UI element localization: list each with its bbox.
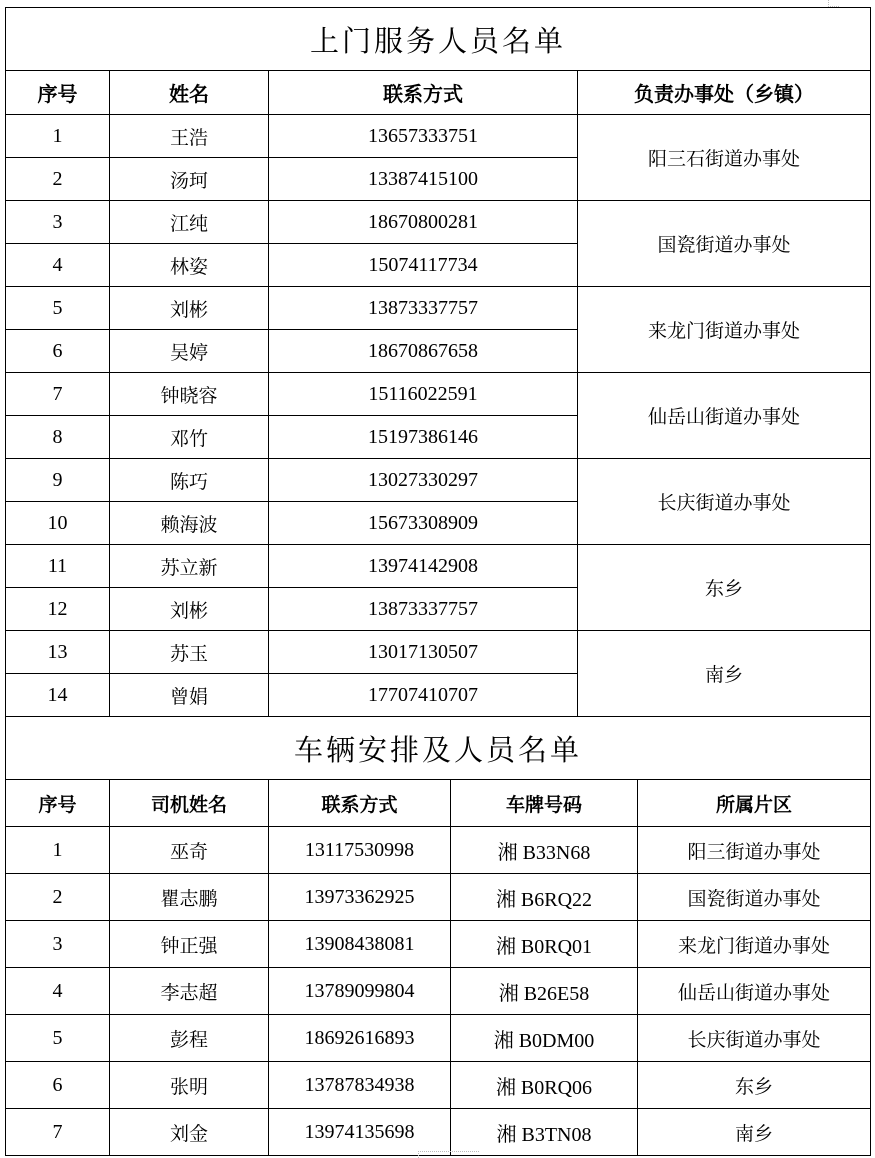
area-cell: 长庆街道办事处 — [638, 1015, 871, 1062]
area-cell: 仙岳山街道办事处 — [638, 968, 871, 1015]
phone-cell: 15074117734 — [269, 244, 578, 287]
driver-cell: 瞿志鹏 — [110, 874, 269, 921]
office-cell: 东乡 — [578, 545, 871, 631]
vehicle-table-header — [6, 780, 871, 827]
area-cell: 来龙门街道办事处 — [638, 921, 871, 968]
name-cell: 林姿 — [110, 244, 269, 287]
name-cell: 陈巧 — [110, 459, 269, 502]
driver-cell: 钟正强 — [110, 921, 269, 968]
serial-cell: 5 — [6, 287, 110, 330]
plate-cell: 湘 B0RQ01 — [451, 921, 638, 968]
office-cell: 国瓷街道办事处 — [578, 201, 871, 287]
header-plate: 车牌号码 — [451, 780, 638, 827]
phone-cell: 13117530998 — [269, 827, 451, 874]
serial-cell: 5 — [6, 1015, 110, 1062]
name-cell: 刘彬 — [110, 588, 269, 631]
table-row — [6, 115, 871, 158]
service-personnel-table — [5, 7, 871, 717]
service-table-title: 上门服务人员名单 — [6, 8, 871, 71]
driver-cell: 张明 — [110, 1062, 269, 1109]
table-row — [6, 459, 871, 502]
driver-cell: 刘金 — [110, 1109, 269, 1156]
serial-cell: 11 — [6, 545, 110, 588]
vehicle-table — [5, 717, 871, 1156]
plate-cell: 湘 B0DM00 — [451, 1015, 638, 1062]
table-row — [6, 827, 871, 874]
phone-cell: 13657333751 — [269, 115, 578, 158]
name-cell: 苏立新 — [110, 545, 269, 588]
header-contact: 联系方式 — [269, 71, 578, 115]
name-cell: 邓竹 — [110, 416, 269, 459]
serial-cell: 8 — [6, 416, 110, 459]
driver-cell: 巫奇 — [110, 827, 269, 874]
header-serial: 序号 — [6, 780, 110, 827]
serial-cell: 3 — [6, 921, 110, 968]
name-cell: 赖海波 — [110, 502, 269, 545]
serial-cell: 10 — [6, 502, 110, 545]
table-row — [6, 373, 871, 416]
table-row — [6, 631, 871, 674]
header-contact: 联系方式 — [269, 780, 451, 827]
phone-cell: 13873337757 — [269, 588, 578, 631]
name-cell: 刘彬 — [110, 287, 269, 330]
office-cell: 南乡 — [578, 631, 871, 717]
phone-cell: 13974142908 — [269, 545, 578, 588]
name-cell: 江纯 — [110, 201, 269, 244]
area-cell: 阳三街道办事处 — [638, 827, 871, 874]
page-corner-mark — [828, 0, 839, 7]
table-row — [6, 1062, 871, 1109]
phone-cell: 15673308909 — [269, 502, 578, 545]
phone-cell: 13873337757 — [269, 287, 578, 330]
serial-cell: 13 — [6, 631, 110, 674]
phone-cell: 15197386146 — [269, 416, 578, 459]
driver-cell: 李志超 — [110, 968, 269, 1015]
office-cell: 阳三石街道办事处 — [578, 115, 871, 201]
table-row — [6, 1015, 871, 1062]
phone-cell: 13973362925 — [269, 874, 451, 921]
plate-cell: 湘 B6RQ22 — [451, 874, 638, 921]
table-row — [6, 921, 871, 968]
serial-cell: 7 — [6, 1109, 110, 1156]
serial-cell: 7 — [6, 373, 110, 416]
phone-cell: 13974135698 — [269, 1109, 451, 1156]
serial-cell: 3 — [6, 201, 110, 244]
driver-cell: 彭程 — [110, 1015, 269, 1062]
table-row — [6, 968, 871, 1015]
name-cell: 苏玉 — [110, 631, 269, 674]
serial-cell: 1 — [6, 115, 110, 158]
header-office: 负责办事处（乡镇） — [578, 71, 871, 115]
phone-cell: 15116022591 — [269, 373, 578, 416]
name-cell: 曾娟 — [110, 674, 269, 717]
office-cell: 仙岳山街道办事处 — [578, 373, 871, 459]
phone-cell: 13787834938 — [269, 1062, 451, 1109]
serial-cell: 14 — [6, 674, 110, 717]
vehicle-table-title: 车辆安排及人员名单 — [6, 717, 871, 780]
phone-cell: 13908438081 — [269, 921, 451, 968]
phone-cell: 13387415100 — [269, 158, 578, 201]
page-bottom-mark — [418, 1151, 479, 1158]
table-row — [6, 545, 871, 588]
office-cell: 来龙门街道办事处 — [578, 287, 871, 373]
serial-cell: 6 — [6, 330, 110, 373]
header-name: 姓名 — [110, 71, 269, 115]
phone-cell: 13027330297 — [269, 459, 578, 502]
table-row — [6, 287, 871, 330]
table-row — [6, 1109, 871, 1156]
phone-cell: 13017130507 — [269, 631, 578, 674]
office-cell: 长庆街道办事处 — [578, 459, 871, 545]
plate-cell: 湘 B0RQ06 — [451, 1062, 638, 1109]
phone-cell: 17707410707 — [269, 674, 578, 717]
phone-cell: 13789099804 — [269, 968, 451, 1015]
header-serial: 序号 — [6, 71, 110, 115]
area-cell: 东乡 — [638, 1062, 871, 1109]
area-cell: 国瓷街道办事处 — [638, 874, 871, 921]
phone-cell: 18670800281 — [269, 201, 578, 244]
document-sheet — [5, 7, 870, 1156]
area-cell: 南乡 — [638, 1109, 871, 1156]
plate-cell: 湘 B33N68 — [451, 827, 638, 874]
name-cell: 吴婷 — [110, 330, 269, 373]
serial-cell: 4 — [6, 244, 110, 287]
header-driver-name: 司机姓名 — [110, 780, 269, 827]
serial-cell: 2 — [6, 874, 110, 921]
table-row — [6, 201, 871, 244]
serial-cell: 1 — [6, 827, 110, 874]
phone-cell: 18670867658 — [269, 330, 578, 373]
header-area: 所属片区 — [638, 780, 871, 827]
plate-cell: 湘 B3TN08 — [451, 1109, 638, 1156]
serial-cell: 12 — [6, 588, 110, 631]
serial-cell: 9 — [6, 459, 110, 502]
table-row — [6, 874, 871, 921]
serial-cell: 6 — [6, 1062, 110, 1109]
serial-cell: 2 — [6, 158, 110, 201]
plate-cell: 湘 B26E58 — [451, 968, 638, 1015]
phone-cell: 18692616893 — [269, 1015, 451, 1062]
name-cell: 王浩 — [110, 115, 269, 158]
service-table-header — [6, 71, 871, 115]
name-cell: 钟晓容 — [110, 373, 269, 416]
serial-cell: 4 — [6, 968, 110, 1015]
name-cell: 汤珂 — [110, 158, 269, 201]
